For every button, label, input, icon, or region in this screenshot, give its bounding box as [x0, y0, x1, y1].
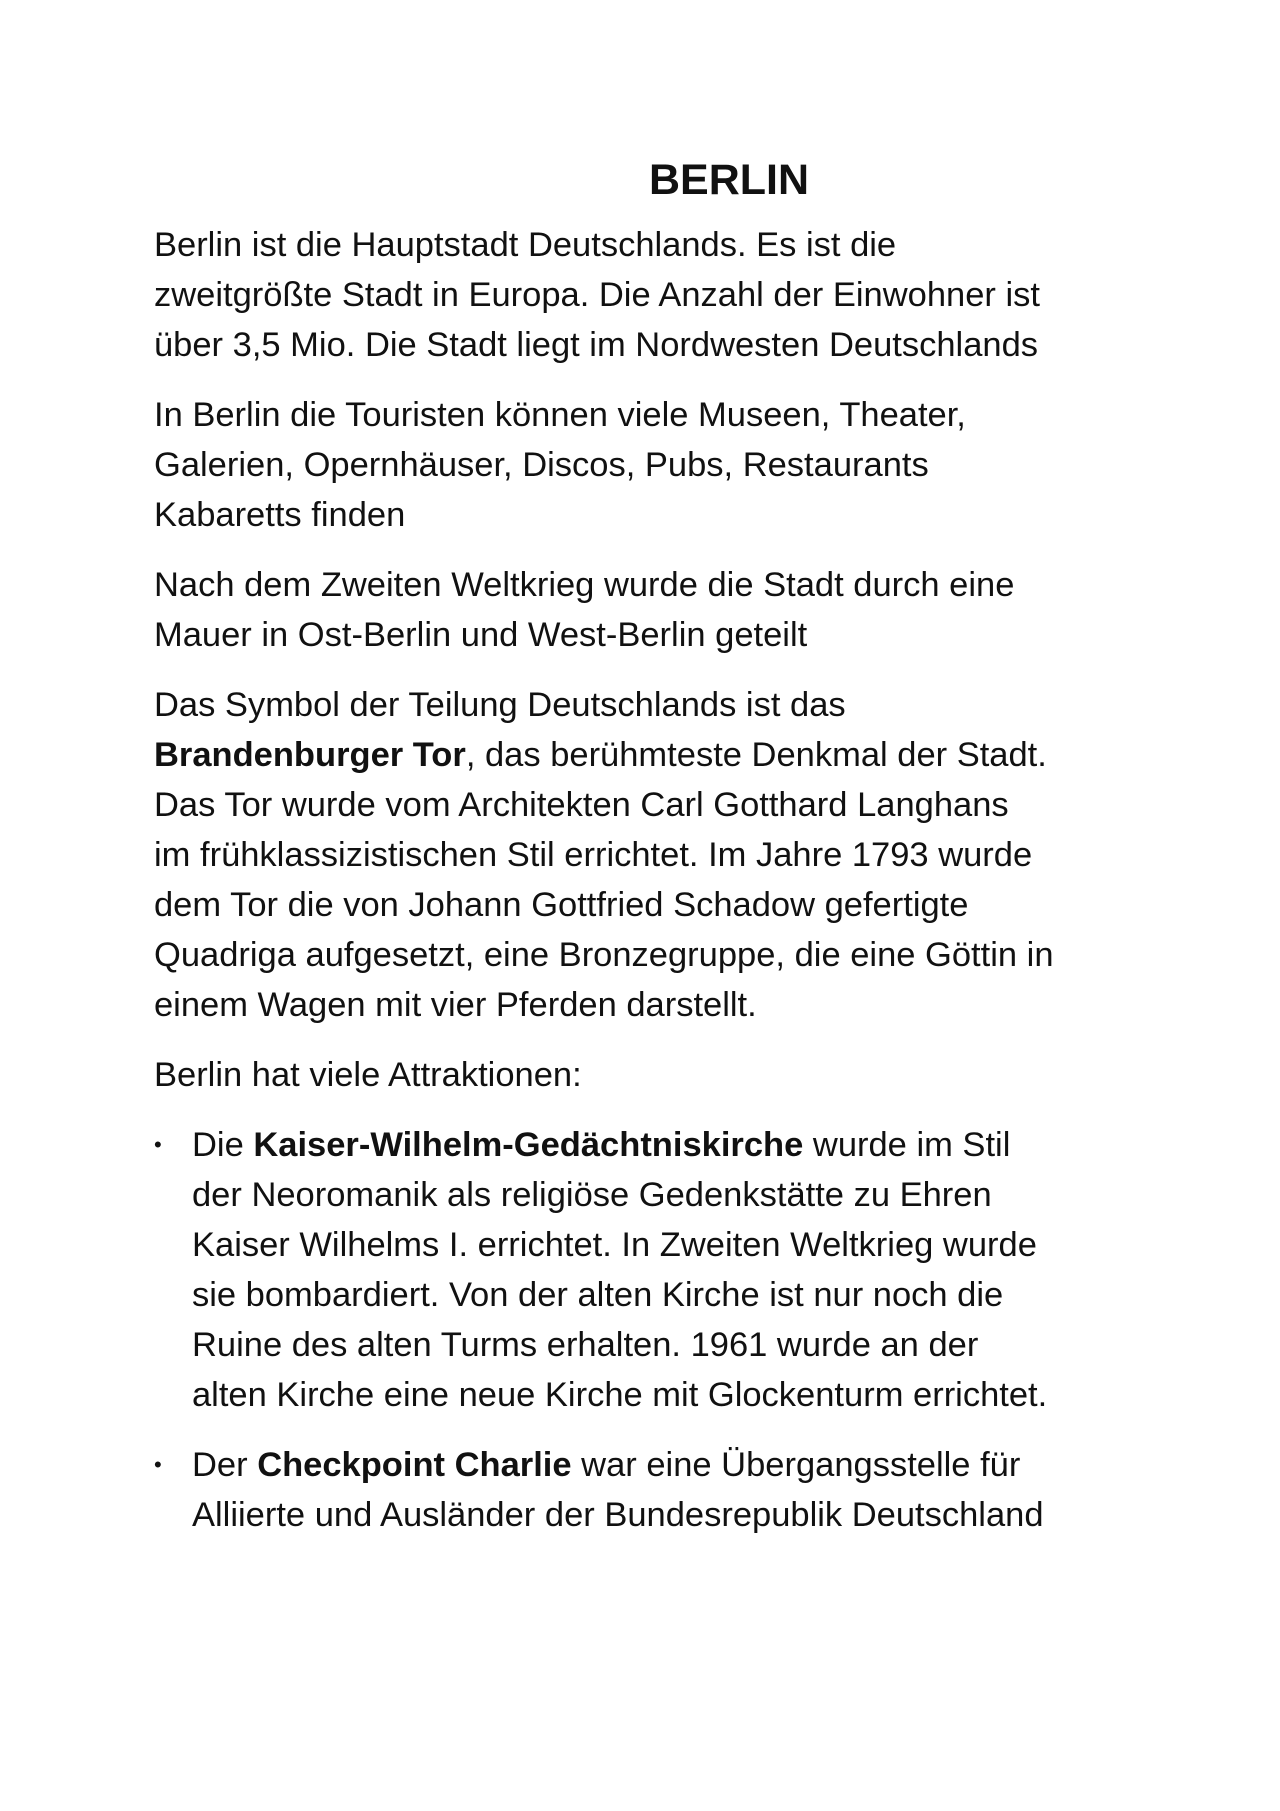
text-line: In Berlin die Touristen können viele Museen, Theater, [154, 396, 966, 434]
text-line: im frühklassizistischen Stil errichtet. Im Jahre 1793 wurde [154, 836, 1033, 874]
attractions-intro: Berlin hat viele Attraktionen: [154, 1056, 582, 1094]
text-line: Kabaretts finden [154, 496, 406, 534]
bullet-icon: • [154, 1132, 162, 1157]
text-line: Quadriga aufgesetzt, eine Bronzegruppe, die eine Göttin in [154, 936, 1054, 974]
document-page [154, 150, 1184, 1560]
text-line: Mauer in Ost-Berlin und West-Berlin geteilt [154, 616, 808, 654]
tourism-paragraph [154, 390, 1184, 540]
text-fragment: , das berühmteste Denkmal der Stadt. [465, 736, 1047, 774]
intro-paragraph [154, 220, 1184, 370]
bold-term: Checkpoint Charlie [257, 1446, 572, 1484]
text-line [154, 730, 1184, 780]
text-line [192, 1120, 1184, 1170]
text-fragment: Die [192, 1126, 254, 1164]
text-line: sie bombardiert. Von der alten Kirche ist nur noch die [192, 1276, 1004, 1314]
text-line [192, 1440, 1184, 1490]
attractions-list [154, 1120, 1184, 1540]
text-line: alten Kirche eine neue Kirche mit Glockenturm errichtet. [192, 1376, 1048, 1414]
text-fragment: wurde im Stil [803, 1126, 1011, 1164]
text-line: zweitgrößte Stadt in Europa. Die Anzahl der Einwohner ist [154, 276, 1040, 314]
list-item [154, 1440, 1184, 1540]
bullet-icon: • [154, 1452, 162, 1477]
text-line: Alliierte und Ausländer der Bundesrepublik Deutschland [192, 1496, 1044, 1534]
text-line: Nach dem Zweiten Weltkrieg wurde die Stadt durch eine [154, 566, 1015, 604]
text-line: Das Tor wurde vom Architekten Carl Gotthard Langhans [154, 786, 1009, 824]
text-line: der Neoromanik als religiöse Gedenkstätte zu Ehren [192, 1176, 992, 1214]
history-paragraph [154, 560, 1184, 660]
text-line: dem Tor die von Johann Gottfried Schadow gefertigte [154, 886, 969, 924]
text-line: über 3,5 Mio. Die Stadt liegt im Nordwesten Deutschlands [154, 326, 1039, 364]
brandenburger-tor-paragraph [154, 680, 1184, 1030]
page-title: BERLIN [648, 156, 810, 204]
bold-term: Kaiser-Wilhelm-Gedächtniskirche [253, 1126, 804, 1164]
text-fragment: war eine Übergangsstelle für [571, 1446, 1021, 1484]
text-line: Kaiser Wilhelms I. errichtet. In Zweiten Weltkrieg wurde [192, 1226, 1037, 1264]
text-fragment: Der [192, 1446, 258, 1484]
list-item [154, 1120, 1184, 1420]
text-line: Ruine des alten Turms erhalten. 1961 wurde an der [192, 1326, 979, 1364]
text-line: Berlin ist die Hauptstadt Deutschlands. Es ist die [154, 226, 897, 264]
text-line: Galerien, Opernhäuser, Discos, Pubs, Restaurants [154, 446, 929, 484]
text-line: einem Wagen mit vier Pferden darstellt. [154, 986, 757, 1024]
bold-term: Brandenburger Tor [154, 736, 466, 774]
text-line: Das Symbol der Teilung Deutschlands ist das [154, 686, 846, 724]
